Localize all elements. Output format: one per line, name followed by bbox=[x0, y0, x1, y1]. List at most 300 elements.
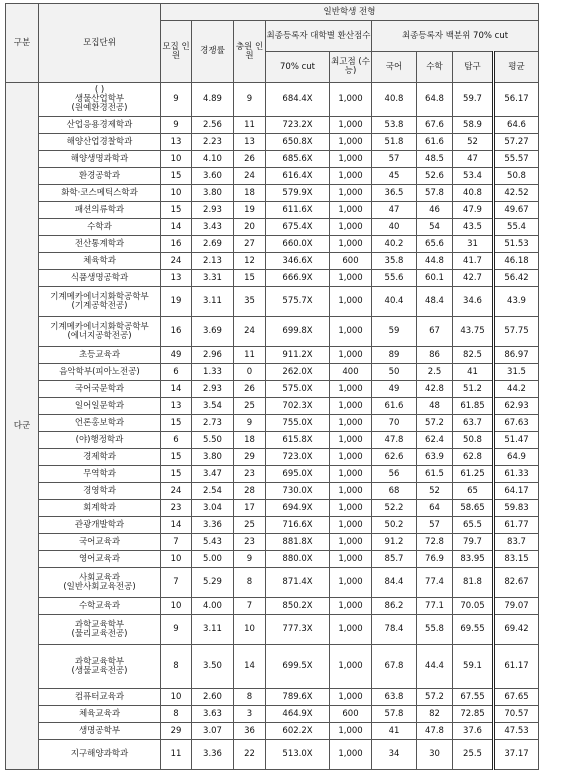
cell-name: 국어교육과 bbox=[39, 534, 161, 551]
cell-fill: 7 bbox=[234, 598, 266, 615]
cell-n: 24 bbox=[161, 253, 192, 270]
cell-avg: 31.5 bbox=[494, 364, 539, 381]
cell-comp: 3.63 bbox=[192, 706, 234, 723]
cell-tam: 62.8 bbox=[453, 449, 494, 466]
cell-kor: 49 bbox=[372, 381, 417, 398]
cell-n: 11 bbox=[161, 740, 192, 770]
table-row bbox=[6, 534, 539, 551]
cell-cut: 346.6X bbox=[266, 253, 330, 270]
cell-kor: 50.2 bbox=[372, 517, 417, 534]
table-row bbox=[6, 483, 539, 500]
cell-cut: 616.4X bbox=[266, 168, 330, 185]
cell-cut: 660.0X bbox=[266, 236, 330, 253]
cell-kor: 36.5 bbox=[372, 185, 417, 202]
cell-kor: 91.2 bbox=[372, 534, 417, 551]
cell-name: 사회교육과 (일반사회교육전공) bbox=[39, 568, 161, 598]
cell-avg: 83.15 bbox=[494, 551, 539, 568]
cell-math: 63.9 bbox=[417, 449, 453, 466]
cell-math: 52.6 bbox=[417, 168, 453, 185]
cell-avg: 64.17 bbox=[494, 483, 539, 500]
cell-comp: 3.04 bbox=[192, 500, 234, 517]
cell-avg: 83.7 bbox=[494, 534, 539, 551]
cell-n: 9 bbox=[161, 83, 192, 117]
cell-tam: 67.55 bbox=[453, 689, 494, 706]
cell-math: 65.6 bbox=[417, 236, 453, 253]
cell-kor: 61.6 bbox=[372, 398, 417, 415]
cell-fill: 15 bbox=[234, 270, 266, 287]
cell-cut: 880.0X bbox=[266, 551, 330, 568]
cell-max: 1,000 bbox=[330, 398, 372, 415]
cell-max: 1,000 bbox=[330, 551, 372, 568]
cell-n: 7 bbox=[161, 534, 192, 551]
cell-tam: 41.7 bbox=[453, 253, 494, 270]
cell-max: 1,000 bbox=[330, 740, 372, 770]
cell-max: 1,000 bbox=[330, 185, 372, 202]
cell-name: 영어교육과 bbox=[39, 551, 161, 568]
cell-comp: 5.00 bbox=[192, 551, 234, 568]
cell-fill: 29 bbox=[234, 449, 266, 466]
cell-math: 76.9 bbox=[417, 551, 453, 568]
cell-name: 일어일문학과 bbox=[39, 398, 161, 415]
cell-math: 47.8 bbox=[417, 723, 453, 740]
header-moji: 모집단위 bbox=[39, 4, 161, 83]
cell-avg: 49.67 bbox=[494, 202, 539, 219]
cell-cut: 262.0X bbox=[266, 364, 330, 381]
cell-tam: 43.75 bbox=[453, 317, 494, 347]
cell-comp: 3.80 bbox=[192, 185, 234, 202]
cell-math: 64 bbox=[417, 500, 453, 517]
cell-kor: 86.2 bbox=[372, 598, 417, 615]
cell-avg: 43.9 bbox=[494, 287, 539, 317]
cell-cut: 871.4X bbox=[266, 568, 330, 598]
cell-tam: 81.8 bbox=[453, 568, 494, 598]
cell-fill: 12 bbox=[234, 253, 266, 270]
cell-tam: 82.5 bbox=[453, 347, 494, 364]
cell-kor: 57.8 bbox=[372, 706, 417, 723]
cell-kor: 84.4 bbox=[372, 568, 417, 598]
cell-fill: 18 bbox=[234, 432, 266, 449]
cell-max: 1,000 bbox=[330, 236, 372, 253]
cell-fill: 36 bbox=[234, 723, 266, 740]
cell-cut: 650.8X bbox=[266, 134, 330, 151]
cell-tam: 83.95 bbox=[453, 551, 494, 568]
cell-fill: 11 bbox=[234, 117, 266, 134]
cell-avg: 51.47 bbox=[494, 432, 539, 449]
table-row bbox=[6, 740, 539, 770]
cell-max: 1,000 bbox=[330, 317, 372, 347]
cell-kor: 59 bbox=[372, 317, 417, 347]
cell-max: 1,000 bbox=[330, 415, 372, 432]
table-row bbox=[6, 615, 539, 645]
table-row bbox=[6, 500, 539, 517]
cell-max: 1,000 bbox=[330, 449, 372, 466]
cell-tam: 37.6 bbox=[453, 723, 494, 740]
cell-max: 1,000 bbox=[330, 568, 372, 598]
cell-name: 산업응용경제학과 bbox=[39, 117, 161, 134]
cell-comp: 5.29 bbox=[192, 568, 234, 598]
cell-avg: 57.27 bbox=[494, 134, 539, 151]
cell-comp: 4.00 bbox=[192, 598, 234, 615]
cell-avg: 59.83 bbox=[494, 500, 539, 517]
cell-tam: 43.5 bbox=[453, 219, 494, 236]
cell-avg: 44.2 bbox=[494, 381, 539, 398]
cell-fill: 3 bbox=[234, 706, 266, 723]
cell-n: 14 bbox=[161, 219, 192, 236]
table-row bbox=[6, 270, 539, 287]
cell-avg: 42.52 bbox=[494, 185, 539, 202]
cell-n: 10 bbox=[161, 689, 192, 706]
cell-fill: 9 bbox=[234, 83, 266, 117]
cell-n: 14 bbox=[161, 517, 192, 534]
header-cut70: 70% cut bbox=[266, 52, 330, 83]
table-row bbox=[6, 317, 539, 347]
cell-tam: 63.7 bbox=[453, 415, 494, 432]
cell-comp: 5.43 bbox=[192, 534, 234, 551]
cell-name: 패션의류학과 bbox=[39, 202, 161, 219]
cell-comp: 2.69 bbox=[192, 236, 234, 253]
cell-n: 10 bbox=[161, 185, 192, 202]
cell-max: 1,000 bbox=[330, 134, 372, 151]
cell-fill: 25 bbox=[234, 517, 266, 534]
cell-max: 1,000 bbox=[330, 151, 372, 168]
cell-max: 1,000 bbox=[330, 534, 372, 551]
cell-fill: 13 bbox=[234, 134, 266, 151]
cell-kor: 40.8 bbox=[372, 83, 417, 117]
cell-cut: 602.2X bbox=[266, 723, 330, 740]
cell-tam: 61.85 bbox=[453, 398, 494, 415]
table-row bbox=[6, 689, 539, 706]
cell-fill: 14 bbox=[234, 645, 266, 689]
cell-fill: 9 bbox=[234, 415, 266, 432]
cell-kor: 57 bbox=[372, 151, 417, 168]
cell-avg: 67.63 bbox=[494, 415, 539, 432]
cell-fill: 35 bbox=[234, 287, 266, 317]
cell-name: 수학과 bbox=[39, 219, 161, 236]
cell-avg: 86.97 bbox=[494, 347, 539, 364]
cell-n: 10 bbox=[161, 151, 192, 168]
cell-tam: 51.2 bbox=[453, 381, 494, 398]
cell-name: 체육교육과 bbox=[39, 706, 161, 723]
cell-tam: 72.85 bbox=[453, 706, 494, 723]
cell-math: 61.5 bbox=[417, 466, 453, 483]
header-tam: 탐구 bbox=[453, 52, 494, 83]
cell-math: 57.2 bbox=[417, 415, 453, 432]
cell-kor: 56 bbox=[372, 466, 417, 483]
cell-max: 1,000 bbox=[330, 83, 372, 117]
cell-name: 기계메카에너지화학공학부 (에너지공학전공) bbox=[39, 317, 161, 347]
cell-avg: 51.53 bbox=[494, 236, 539, 253]
cell-name: 화학·코스메틱스학과 bbox=[39, 185, 161, 202]
cell-name: 해양산업경찰학과 bbox=[39, 134, 161, 151]
table-row bbox=[6, 415, 539, 432]
cell-name: 음악학부(피아노전공) bbox=[39, 364, 161, 381]
cell-name: 생명공학부 bbox=[39, 723, 161, 740]
cell-comp: 5.50 bbox=[192, 432, 234, 449]
header-competition: 경쟁률 bbox=[192, 21, 234, 83]
cell-cut: 723.2X bbox=[266, 117, 330, 134]
table-row bbox=[6, 432, 539, 449]
cell-n: 23 bbox=[161, 500, 192, 517]
cell-kor: 41 bbox=[372, 723, 417, 740]
cell-comp: 3.31 bbox=[192, 270, 234, 287]
cell-max: 1,000 bbox=[330, 432, 372, 449]
table-row bbox=[6, 347, 539, 364]
cell-avg: 67.65 bbox=[494, 689, 539, 706]
cell-kor: 70 bbox=[372, 415, 417, 432]
cell-avg: 46.18 bbox=[494, 253, 539, 270]
cell-comp: 1.33 bbox=[192, 364, 234, 381]
cell-avg: 70.57 bbox=[494, 706, 539, 723]
cell-max: 1,000 bbox=[330, 598, 372, 615]
cell-fill: 23 bbox=[234, 466, 266, 483]
cell-tam: 52 bbox=[453, 134, 494, 151]
cell-math: 61.6 bbox=[417, 134, 453, 151]
cell-math: 48.4 bbox=[417, 287, 453, 317]
cell-kor: 34 bbox=[372, 740, 417, 770]
cell-fill: 22 bbox=[234, 740, 266, 770]
cell-cut: 695.0X bbox=[266, 466, 330, 483]
cell-n: 13 bbox=[161, 134, 192, 151]
cell-tam: 25.5 bbox=[453, 740, 494, 770]
cell-comp: 3.50 bbox=[192, 645, 234, 689]
header-mojip-inwon: 모집 인원 bbox=[161, 21, 192, 83]
cell-comp: 3.60 bbox=[192, 168, 234, 185]
table-row bbox=[6, 168, 539, 185]
cell-fill: 8 bbox=[234, 568, 266, 598]
cell-fill: 24 bbox=[234, 317, 266, 347]
cell-max: 1,000 bbox=[330, 466, 372, 483]
cell-name: 식품생명공학과 bbox=[39, 270, 161, 287]
cell-n: 13 bbox=[161, 270, 192, 287]
table-row bbox=[6, 287, 539, 317]
cell-n: 15 bbox=[161, 202, 192, 219]
cell-comp: 2.93 bbox=[192, 381, 234, 398]
cell-max: 1,000 bbox=[330, 483, 372, 500]
cell-kor: 40.4 bbox=[372, 287, 417, 317]
cell-tam: 47 bbox=[453, 151, 494, 168]
cell-max: 1,000 bbox=[330, 381, 372, 398]
header-final-group: 최종등록자 대학별 환산점수 bbox=[266, 21, 372, 52]
cell-avg: 56.42 bbox=[494, 270, 539, 287]
cell-comp: 3.69 bbox=[192, 317, 234, 347]
cell-tam: 42.7 bbox=[453, 270, 494, 287]
cell-cut: 789.6X bbox=[266, 689, 330, 706]
cell-cut: 694.9X bbox=[266, 500, 330, 517]
cell-cut: 699.5X bbox=[266, 645, 330, 689]
cell-tam: 40.8 bbox=[453, 185, 494, 202]
cell-avg: 61.17 bbox=[494, 645, 539, 689]
cell-fill: 28 bbox=[234, 483, 266, 500]
cell-comp: 3.11 bbox=[192, 287, 234, 317]
cell-n: 19 bbox=[161, 287, 192, 317]
cell-comp: 2.23 bbox=[192, 134, 234, 151]
cell-avg: 56.17 bbox=[494, 83, 539, 117]
cell-kor: 52.2 bbox=[372, 500, 417, 517]
cell-fill: 0 bbox=[234, 364, 266, 381]
cell-math: 82 bbox=[417, 706, 453, 723]
cell-tam: 58.9 bbox=[453, 117, 494, 134]
table-row bbox=[6, 645, 539, 689]
cell-fill: 24 bbox=[234, 168, 266, 185]
cell-tam: 79.7 bbox=[453, 534, 494, 551]
cell-kor: 45 bbox=[372, 168, 417, 185]
cell-kor: 35.8 bbox=[372, 253, 417, 270]
table-body bbox=[6, 83, 539, 770]
cell-kor: 62.6 bbox=[372, 449, 417, 466]
cell-comp: 4.89 bbox=[192, 83, 234, 117]
cell-tam: 58.65 bbox=[453, 500, 494, 517]
cell-tam: 70.05 bbox=[453, 598, 494, 615]
cell-max: 1,000 bbox=[330, 270, 372, 287]
table-row bbox=[6, 236, 539, 253]
cell-name: 국어국문학과 bbox=[39, 381, 161, 398]
table-row bbox=[6, 598, 539, 615]
cell-comp: 3.54 bbox=[192, 398, 234, 415]
cell-name: 언론홍보학과 bbox=[39, 415, 161, 432]
table-row bbox=[6, 185, 539, 202]
cell-name: (야)행정학과 bbox=[39, 432, 161, 449]
cell-tam: 47.9 bbox=[453, 202, 494, 219]
cell-comp: 2.13 bbox=[192, 253, 234, 270]
cell-fill: 26 bbox=[234, 151, 266, 168]
cell-name: 과학교육학부 (생물교육전공) bbox=[39, 645, 161, 689]
header-max-score: 최고점 (수능) bbox=[330, 52, 372, 83]
cell-math: 48 bbox=[417, 398, 453, 415]
cell-math: 77.4 bbox=[417, 568, 453, 598]
cell-n: 16 bbox=[161, 236, 192, 253]
cell-cut: 579.9X bbox=[266, 185, 330, 202]
header-pct-group: 최종등록자 백분위 70% cut bbox=[372, 21, 539, 52]
table-row bbox=[6, 219, 539, 236]
cell-kor: 40 bbox=[372, 219, 417, 236]
table-row bbox=[6, 253, 539, 270]
cell-cut: 723.0X bbox=[266, 449, 330, 466]
cell-n: 8 bbox=[161, 706, 192, 723]
header-kor: 국어 bbox=[372, 52, 417, 83]
cell-max: 1,000 bbox=[330, 219, 372, 236]
cell-kor: 55.6 bbox=[372, 270, 417, 287]
cell-math: 55.8 bbox=[417, 615, 453, 645]
cell-cut: 777.3X bbox=[266, 615, 330, 645]
cell-name: 컴퓨터교육과 bbox=[39, 689, 161, 706]
cell-cut: 611.6X bbox=[266, 202, 330, 219]
cell-math: 48.5 bbox=[417, 151, 453, 168]
cell-name: 회계학과 bbox=[39, 500, 161, 517]
cell-cut: 666.9X bbox=[266, 270, 330, 287]
cell-n: 9 bbox=[161, 117, 192, 134]
cell-cut: 755.0X bbox=[266, 415, 330, 432]
cell-tam: 53.4 bbox=[453, 168, 494, 185]
cell-cut: 702.3X bbox=[266, 398, 330, 415]
cell-math: 57.2 bbox=[417, 689, 453, 706]
cell-avg: 64.9 bbox=[494, 449, 539, 466]
cell-math: 67.6 bbox=[417, 117, 453, 134]
cell-n: 24 bbox=[161, 483, 192, 500]
cell-max: 1,000 bbox=[330, 645, 372, 689]
cell-max: 1,000 bbox=[330, 615, 372, 645]
cell-kor: 78.4 bbox=[372, 615, 417, 645]
cell-name: 초등교육과 bbox=[39, 347, 161, 364]
cell-max: 400 bbox=[330, 364, 372, 381]
cell-comp: 3.43 bbox=[192, 219, 234, 236]
cell-comp: 3.36 bbox=[192, 517, 234, 534]
cell-fill: 11 bbox=[234, 347, 266, 364]
table-row bbox=[6, 83, 539, 117]
cell-n: 7 bbox=[161, 568, 192, 598]
cell-fill: 20 bbox=[234, 219, 266, 236]
admissions-table bbox=[5, 3, 539, 770]
table-row bbox=[6, 568, 539, 598]
cell-comp: 2.56 bbox=[192, 117, 234, 134]
cell-n: 14 bbox=[161, 381, 192, 398]
table-row bbox=[6, 117, 539, 134]
cell-comp: 3.80 bbox=[192, 449, 234, 466]
cell-tam: 69.55 bbox=[453, 615, 494, 645]
cell-kor: 51.8 bbox=[372, 134, 417, 151]
cell-cut: 675.4X bbox=[266, 219, 330, 236]
cell-math: 44.4 bbox=[417, 645, 453, 689]
cell-math: 77.1 bbox=[417, 598, 453, 615]
cell-avg: 61.77 bbox=[494, 517, 539, 534]
cell-math: 52 bbox=[417, 483, 453, 500]
cell-kor: 50 bbox=[372, 364, 417, 381]
cell-kor: 68 bbox=[372, 483, 417, 500]
cell-cut: 911.2X bbox=[266, 347, 330, 364]
cell-cut: 684.4X bbox=[266, 83, 330, 117]
cell-kor: 47 bbox=[372, 202, 417, 219]
cell-kor: 85.7 bbox=[372, 551, 417, 568]
cell-n: 15 bbox=[161, 466, 192, 483]
cell-n: 10 bbox=[161, 551, 192, 568]
cell-avg: 62.93 bbox=[494, 398, 539, 415]
cell-math: 2.5 bbox=[417, 364, 453, 381]
cell-fill: 9 bbox=[234, 551, 266, 568]
cell-name: 경영학과 bbox=[39, 483, 161, 500]
cell-comp: 3.36 bbox=[192, 740, 234, 770]
cell-math: 72.8 bbox=[417, 534, 453, 551]
cell-name: 경제학과 bbox=[39, 449, 161, 466]
cell-comp: 3.07 bbox=[192, 723, 234, 740]
cell-tam: 59.7 bbox=[453, 83, 494, 117]
cell-tam: 34.6 bbox=[453, 287, 494, 317]
table-row bbox=[6, 706, 539, 723]
header-gubun: 구분 bbox=[6, 4, 39, 83]
cell-max: 1,000 bbox=[330, 117, 372, 134]
cell-max: 1,000 bbox=[330, 347, 372, 364]
table-row bbox=[6, 517, 539, 534]
table-row bbox=[6, 202, 539, 219]
cell-tam: 61.25 bbox=[453, 466, 494, 483]
cell-n: 15 bbox=[161, 415, 192, 432]
cell-n: 9 bbox=[161, 615, 192, 645]
cell-fill: 27 bbox=[234, 236, 266, 253]
cell-max: 1,000 bbox=[330, 723, 372, 740]
cell-max: 1,000 bbox=[330, 287, 372, 317]
table-row bbox=[6, 151, 539, 168]
table-row bbox=[6, 134, 539, 151]
header-general: 일반학생 전형 bbox=[161, 4, 539, 21]
table-row bbox=[6, 449, 539, 466]
group-label: 다군 bbox=[6, 83, 39, 770]
cell-n: 16 bbox=[161, 317, 192, 347]
cell-n: 6 bbox=[161, 364, 192, 381]
cell-avg: 69.42 bbox=[494, 615, 539, 645]
cell-avg: 57.75 bbox=[494, 317, 539, 347]
cell-max: 1,000 bbox=[330, 517, 372, 534]
cell-math: 67 bbox=[417, 317, 453, 347]
cell-math: 46 bbox=[417, 202, 453, 219]
cell-name: 체육학과 bbox=[39, 253, 161, 270]
